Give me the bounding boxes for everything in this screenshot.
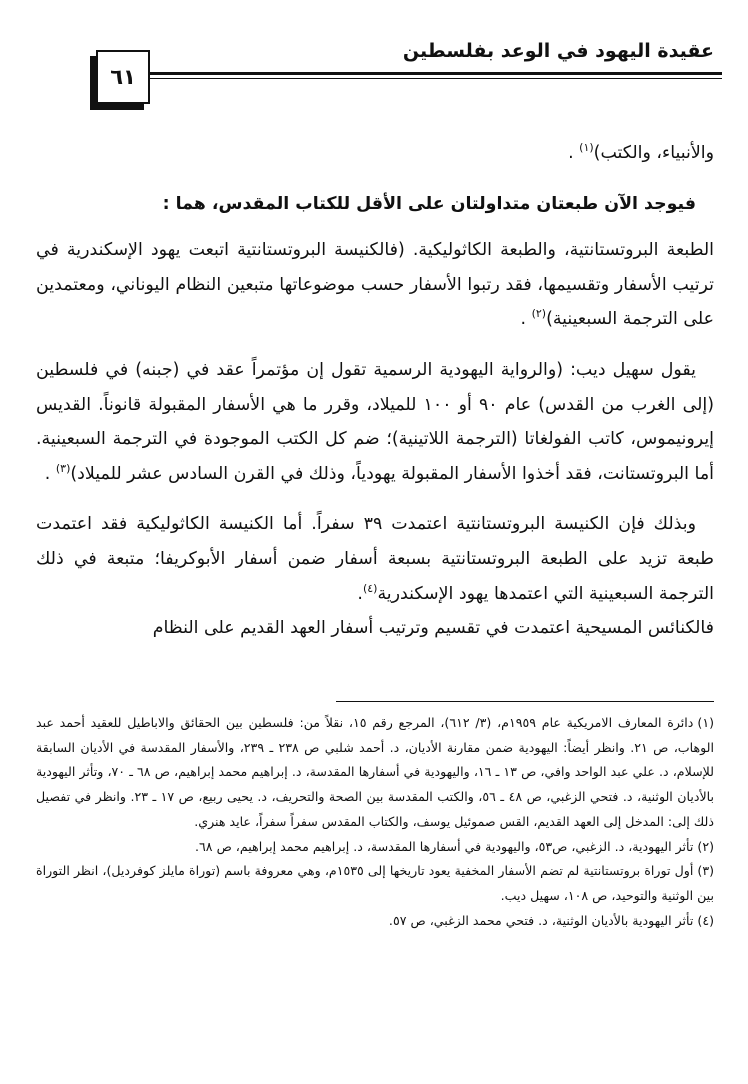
- paragraph-text: فيوجد الآن طبعتان متداولتان على الأقل للكتاب المقدس، هما :: [162, 193, 696, 214]
- footnote-ref[interactable]: (٣): [55, 461, 71, 475]
- footnote-item: [36, 711, 714, 835]
- paragraph-text: فالكنائس المسيحية اعتمدت في تقسيم وترتيب أسفار العهد القديم على النظام: [152, 618, 714, 639]
- main-text: [36, 136, 714, 646]
- paragraph-text: الطبعة البروتستانتية، والطبعة الكاثوليكية. (فالكنيسة البروتستانتية اتبعت يهود الإسكندرية في ترتيب الأسفار وتقسيمها، فقد رتبوا الأسفار حسب موضوعاتها متبعين النظام اليوناني، ومعتمدين على الترجمة السبعينية): [36, 240, 714, 330]
- paragraph-tail: .: [357, 583, 363, 604]
- footnote-item: [36, 835, 714, 860]
- footnote-text: تأثر اليهودية بالأديان الوثنية، د. فتحي محمد الزغبي، ص ٥٧.: [388, 912, 694, 928]
- paragraph-tail: .: [520, 309, 532, 330]
- paragraph: [36, 136, 714, 171]
- footnotes: [36, 711, 714, 933]
- footnote-number: (٣): [697, 863, 714, 879]
- footnote-text: أول توراة بروتستانتية لم تضم الأسفار المخفية يعود تاريخها إلى ١٥٣٥م، وهي معروفة باسم (توراة مايلز كوفرديل)، انظر التوراة بين الوثنية والتوحيد، ص ١٠٨، سهيل ديب.: [36, 863, 714, 903]
- paragraph: [36, 611, 714, 646]
- paragraph: [36, 507, 714, 611]
- paragraph-bold: [36, 187, 714, 222]
- footnote-item: [36, 859, 714, 908]
- paragraph: [36, 233, 714, 337]
- header-rule: [150, 72, 722, 75]
- footnote-separator: [336, 701, 714, 702]
- page-number: ٦١: [96, 50, 150, 104]
- footnote-item: [36, 909, 714, 934]
- paragraph-tail: .: [44, 463, 56, 484]
- running-header-title: عقيدة اليهود في الوعد بفلسطين: [402, 40, 714, 62]
- footnote-text: دائرة المعارف الامريكية عام ١٩٥٩م، (٣/ ٦١٢)، المرجع رقم ١٥، نقلاً من: فلسطين بين الحقائق والاباطيل للعقيد أحمد عبد الوهاب، ص ٢١. وانظر أيضاً: اليهودية ضمن مقارنة الأديان، د. أحمد شلبي ص ٢٣٨ ـ ٢٣٩، والأسفار المقدسة في الأديان السابقة للإسلام، د. علي عبد الواحد وافي، ص ١٣ ـ ١٦، واليهودية في أسفارها المقدسة، د. إبراهيم محمد إبراهيم، ص ٦٨ ـ ٧٠، وتأثر اليهودية بالأديان الوثنية، د. فتحي الزغبي، ص ٤٨ ـ ٥٦، والكتب المقدسة بين الصحة والتحريف، د. يحيى ربيع، ص ١٧ ـ ٢٣. وانظر في تفصيل ذلك إلى: المدخل إلى العهد القديم، القس صموئيل يوسف، والكتاب المقدس سفراً سفراً، عايد هنري.: [36, 715, 715, 829]
- paragraph-tail: .: [568, 143, 580, 163]
- footnote-ref[interactable]: (٢): [531, 307, 547, 321]
- footnote-text: تأثر اليهودية، د. الزغبي، ص٥٣، واليهودية في أسفارها المقدسة، د. إبراهيم محمد إبراهيم، ص ٦٨.: [195, 838, 694, 854]
- footnote-ref[interactable]: (١): [579, 141, 594, 155]
- paragraph-text: وبذلك فإن الكنيسة البروتستانتية اعتمدت ٣٩ سفراً. أما الكنيسة الكاثوليكية فقد اعتمدت طبعة تزيد على الطبعة البروتستانتية بسبعة أسفار ضمن أسفار الأبوكريفا؛ متبعة في ذلك الترجمة السبعينية التي اعتمدها يهود الإسكندرية: [36, 514, 714, 604]
- footnote-number: (٤): [697, 912, 714, 928]
- footnote-number: (١): [697, 715, 715, 730]
- paragraph-text: والأنبياء، والكتب): [593, 143, 714, 163]
- footnote-ref[interactable]: (٤): [362, 581, 378, 595]
- header-rule-thin: [150, 78, 722, 79]
- footnote-number: (٢): [697, 838, 714, 854]
- paragraph-text: يقول سهيل ديب: (والرواية اليهودية الرسمية تقول إن مؤتمراً عقد في (جبنه) في فلسطين (إلى الغرب من القدس) عام ٩٠ أو ١٠٠ للميلاد، وقرر ما هي الأسفار المقبولة قانوناً. القديس إيرونيموس، كاتب الفولغاتا (الترجمة اللاتينية)؛ ضم كل الكتب الموجودة في الترجمة السبعينية. أما البروتستانت، فقد أخذوا الأسفار المقبولة يهودياً، وذلك في القرن السادس عشر للميلاد): [36, 359, 714, 484]
- paragraph: [36, 353, 714, 491]
